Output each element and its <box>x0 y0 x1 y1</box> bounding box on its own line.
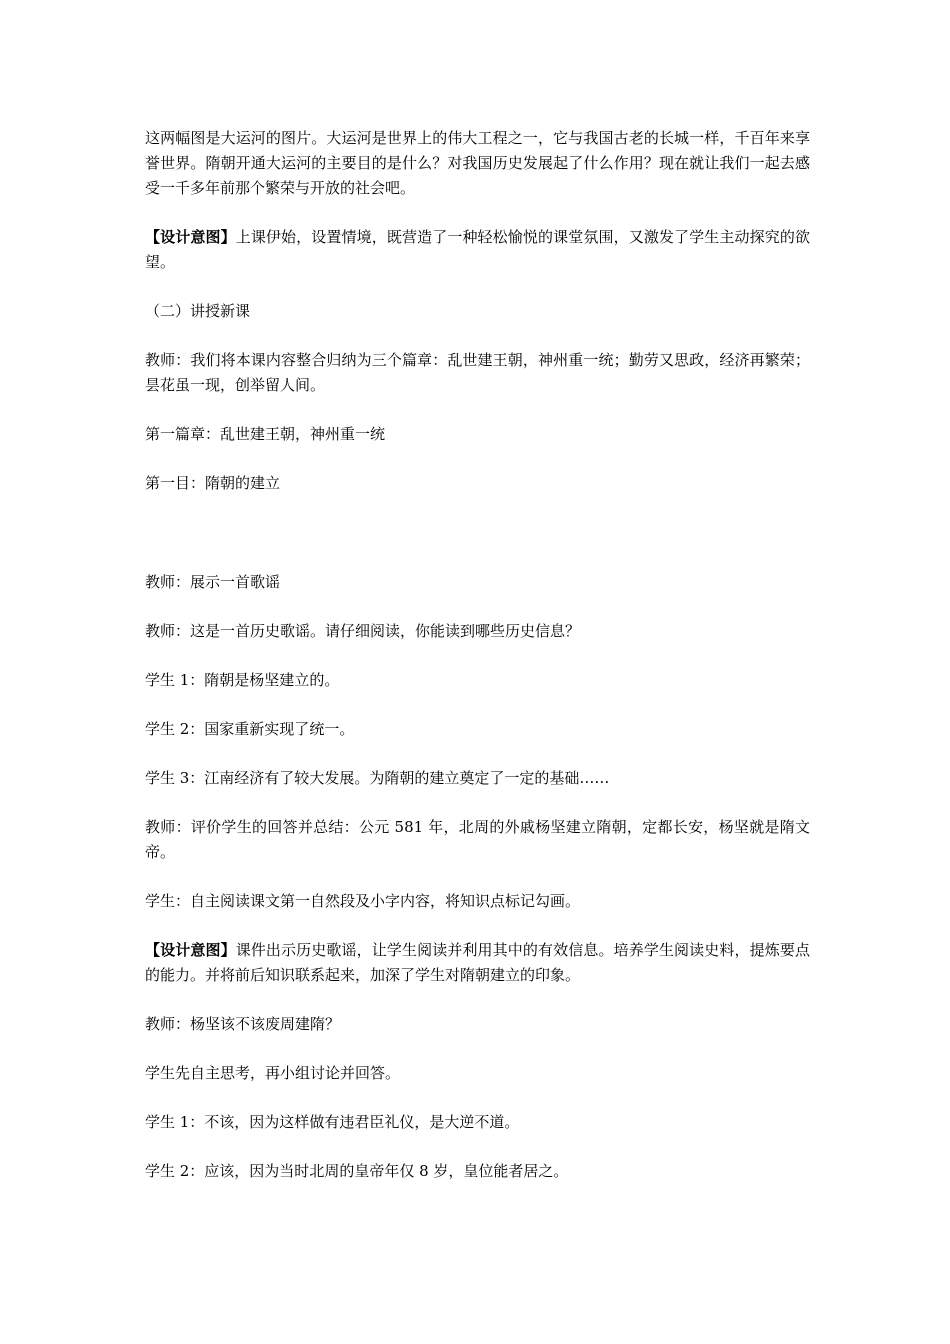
document-body <box>145 126 810 1208</box>
paragraph-design-intent-2: 【设计意图】课件出示历史歌谣，让学生阅读并利用其中的有效信息。培养学生阅读史料，提炼要点的能力。并将前后知识联系起来，加深了学生对隋朝建立的印象。 <box>145 941 810 984</box>
paragraph-student-answer-2: 学生 2：应该，因为当时北周的皇帝年仅 8 岁，皇位能者居之。 <box>145 1162 569 1180</box>
section-heading: （二）讲授新课 <box>145 302 251 320</box>
paragraph-student-1: 学生 1：隋朝是杨坚建立的。 <box>145 671 340 689</box>
paragraph-design-intent-1: 【设计意图】上课伊始，设置情境，既营造了一种轻松愉悦的课堂氛围，又激发了学生主动探究的欲望。 <box>145 228 810 271</box>
design-intent-tag: 【设计意图】 <box>145 228 236 246</box>
paragraph-teacher-question: 教师：这是一首历史歌谣。请仔细阅读，你能读到哪些历史信息？ <box>145 622 581 640</box>
design-intent-tag: 【设计意图】 <box>145 941 236 959</box>
paragraph-teacher-outline: 教师：我们将本课内容整合归纳为三个篇章：乱世建王朝，神州重一统；勤劳又思政，经济再繁荣；昙花虽一现，创举留人间。 <box>145 351 810 394</box>
subsection-heading: 第一目：隋朝的建立 <box>145 474 281 492</box>
paragraph-teacher-ballad: 教师：展示一首歌谣 <box>145 573 281 591</box>
paragraph-student-reading: 学生：自主阅读课文第一自然段及小字内容，将知识点标记勾画。 <box>145 892 581 910</box>
paragraph-student-discussion: 学生先自主思考，再小组讨论并回答。 <box>145 1064 401 1082</box>
paragraph-intro: 这两幅图是大运河的图片。大运河是世界上的伟大工程之一，它与我国古老的长城一样，千百年来享誉世界。隋朝开通大运河的主要目的是什么？对我国历史发展起了什么作用？现在就让我们一起去感受一千多年前那个繁荣与开放的社会吧。 <box>145 129 810 197</box>
paragraph-student-answer-1: 学生 1：不该，因为这样做有违君臣礼仪，是大逆不道。 <box>145 1113 520 1131</box>
paragraph-student-3: 学生 3：江南经济有了较大发展。为隋朝的建立奠定了一定的基础…… <box>145 769 610 787</box>
paragraph-teacher-debate: 教师：杨坚该不该废周建隋？ <box>145 1015 341 1033</box>
paragraph-student-2: 学生 2：国家重新实现了统一。 <box>145 720 355 738</box>
chapter-heading: 第一篇章：乱世建王朝，神州重一统 <box>145 425 386 443</box>
paragraph-teacher-summary: 教师：评价学生的回答并总结：公元 581 年，北周的外戚杨坚建立隋朝，定都长安，杨坚就是隋文帝。 <box>145 818 810 861</box>
